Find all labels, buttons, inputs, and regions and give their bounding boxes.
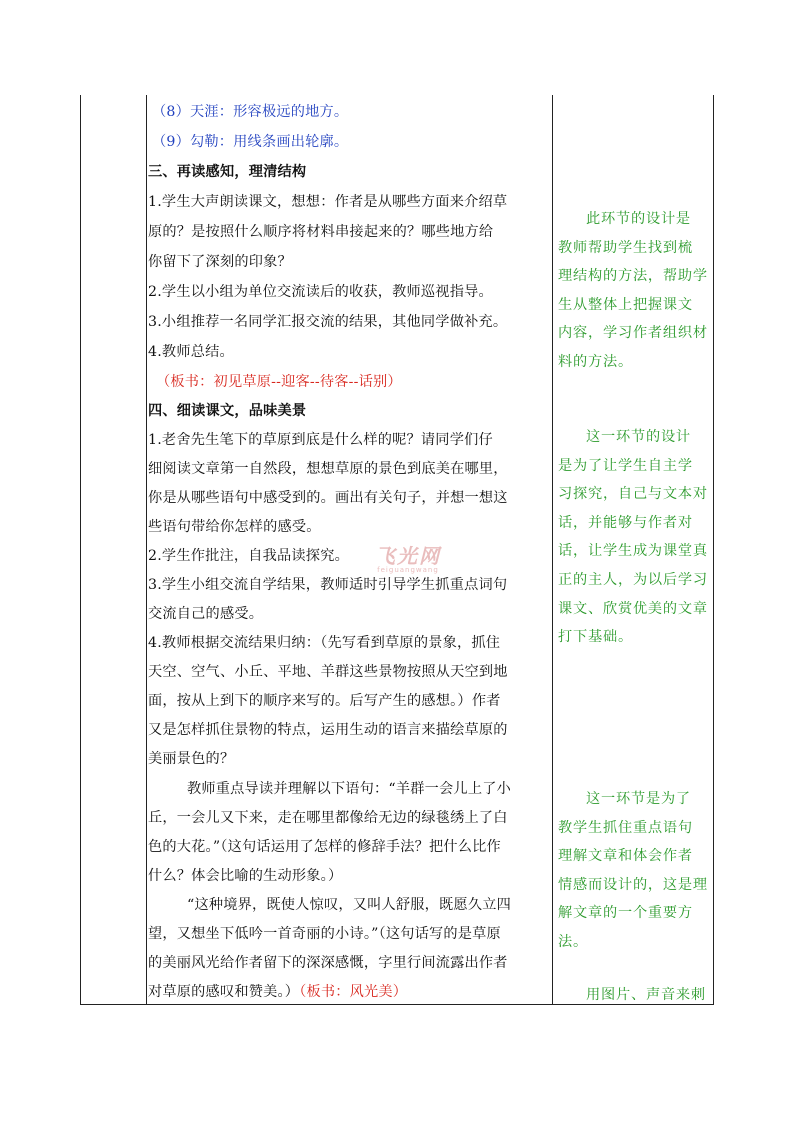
table-border-right (713, 95, 714, 1005)
text-line: 交流自己的感受。 (148, 606, 264, 622)
text-line: 4.教师根据交流结果归纳：（先写看到草原的景象，抓住 (148, 635, 501, 651)
watermark-logo (365, 540, 451, 574)
text-line: 3.学生小组交流自学结果，教师适时引导学生抓重点词句 (148, 577, 508, 593)
table-divider-2 (552, 95, 553, 1005)
text-line: 2.学生以小组为单位交流读后的收获，教师巡视指导。 (148, 284, 493, 300)
text-line: 2.学生作批注，自我品读探究。 (148, 548, 349, 564)
text-line: 美丽景色的？ (148, 751, 235, 767)
table-border-left (80, 95, 81, 1005)
section-heading-3: 三、再读感知，理清结构 (148, 164, 307, 180)
text-line: “这种境界，既使人惊叹，又叫人舒服，既愿久立四 (187, 897, 511, 913)
board-note-2: （板书：风光美） (299, 984, 408, 1000)
design-note-4: 用图片、声音来刺 (586, 987, 706, 1003)
board-note-1: （板书：初见草原--迎客--待客--话别） (156, 374, 402, 390)
text-line: 什么？体会比喻的生动形象。） (148, 868, 343, 884)
text-line: 面，按从上到下的顺序来写的。后写产生的感想。）作者 (148, 693, 501, 709)
vocab-item-8: （8）天涯：形容极远的地方。 (152, 104, 349, 120)
design-note-1: 此环节的设计是 教师帮助学生找到梳 理结构的方法，帮助学 生从整体上把握课文 内容，学习作者组织材 料的方法。 (558, 211, 708, 370)
text-line: 4.教师总结。 (148, 344, 234, 360)
design-note-2: 这一环节的设计 是为了让学生自主学 习探究，自己与文本对 话，并能够与作者对 话，让学生成为课堂真 正的主人，为以后学习 课文、欣赏优美的文章 打下基础。 (558, 429, 708, 646)
text-line: 你是从哪些语句中感受到的。画出有关句子，并想一想这 (148, 490, 508, 506)
text-line: 细阅读文章第一自然段，想想草原的景色到底美在哪里， (148, 461, 508, 477)
vocab-item-9: （9）勾勒：用线条画出轮廓。 (152, 134, 349, 150)
text-line: 又是怎样抓住景物的特点，运用生动的语言来描绘草原的 (148, 722, 508, 738)
text-line: 3.小组推荐一名同学汇报交流的结果，其他同学做补充。 (148, 314, 508, 330)
text-line (148, 978, 407, 1006)
text-line: 的美丽风光给作者留下的深深感慨，字里行间流露出作者 (148, 955, 508, 971)
text-line: 你留下了深刻的印象？ (148, 254, 292, 270)
section-heading-4: 四、细读课文，品味美景 (148, 403, 307, 419)
text-line: 教师重点导读并理解以下语句：“羊群一会儿上了小 (187, 781, 511, 797)
text-line: 望，又想坐下低吟一首奇丽的小诗。”（这句话写的是草原 (148, 926, 501, 942)
text-line: 丘，一会儿又下来，走在哪里都像给无边的绿毯绣上了白 (148, 810, 508, 826)
text-line: 色的大花。”（这句话运用了怎样的修辞手法？把什么比作 (148, 839, 501, 855)
table-divider-1 (146, 95, 147, 1005)
watermark-subtext: feiguangwang (377, 566, 439, 574)
design-note-3: 这一环节是为了 教学生抓住重点语句 理解文章和体会作者 情感而设计的，这是理 解文章的一个重要方 法。 (558, 791, 708, 950)
text-line: 些语句带给你怎样的感受。 (148, 519, 321, 535)
text-line: 天空、空气、小丘、平地、羊群这些景物按照从天空到地 (148, 664, 508, 680)
watermark-text: 飞光网 (375, 544, 441, 568)
text-segment: 对草原的感叹和赞美。） (148, 984, 300, 1000)
text-line: 原的？是按照什么顺序将材料串接起来的？哪些地方给 (148, 224, 494, 240)
text-line: 1.学生大声朗读课文，想想：作者是从哪些方面来介绍草 (148, 194, 508, 210)
text-line: 1.老舍先生笔下的草原到底是什么样的呢？请同学们仔 (148, 432, 493, 448)
